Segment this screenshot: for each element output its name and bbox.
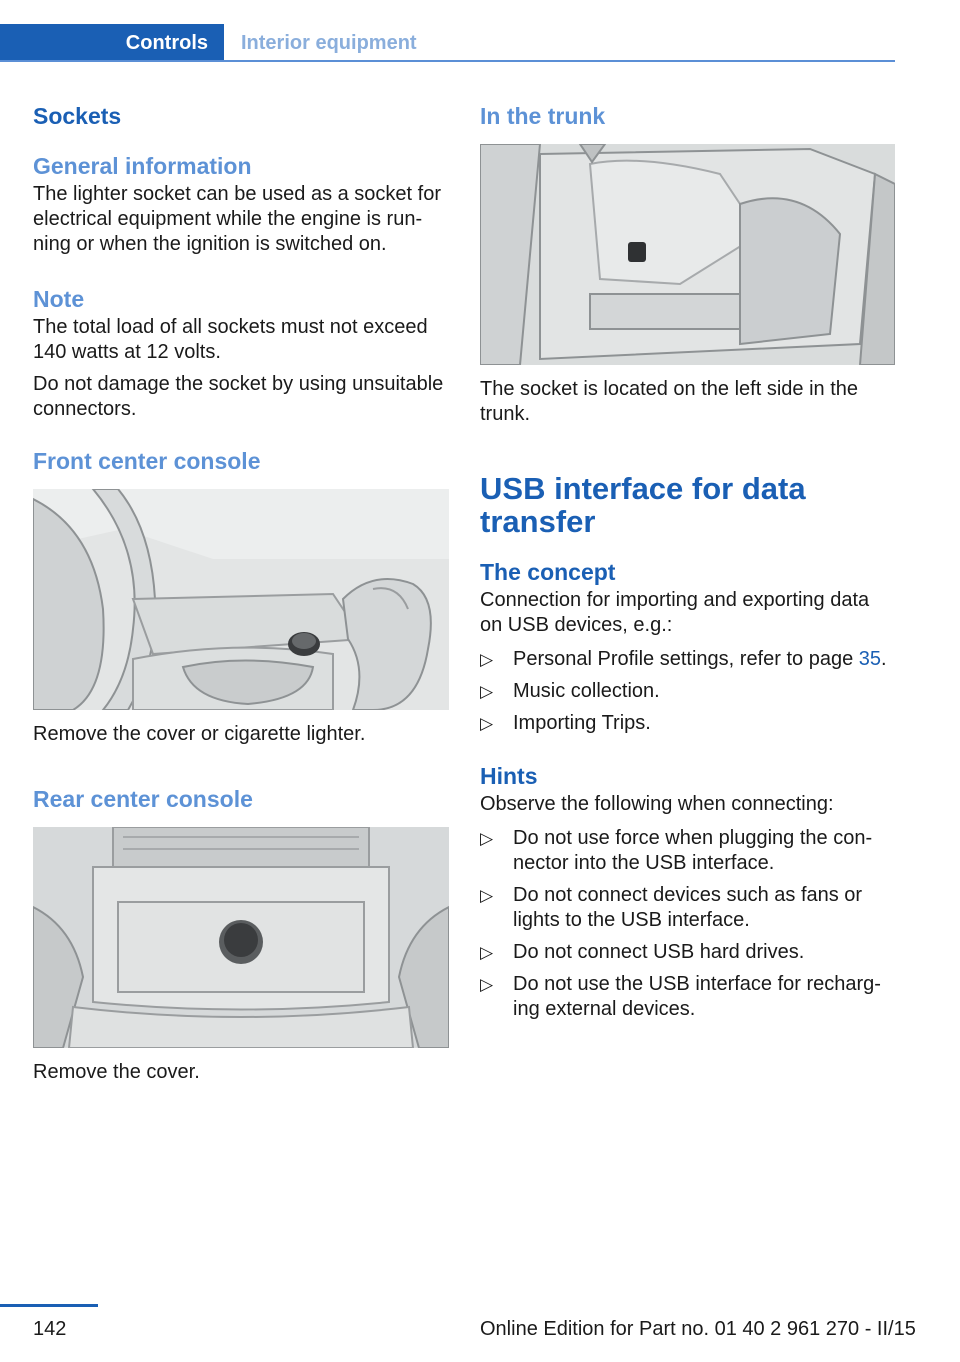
sockets-title: Sockets <box>33 103 122 129</box>
triangle-right-icon: ▷ <box>480 714 494 733</box>
front-console-illustration <box>33 489 449 710</box>
triangle-right-icon: ▷ <box>480 975 494 994</box>
section-tab[interactable]: Interior equipment <box>241 32 417 54</box>
header-divider <box>0 60 895 62</box>
list-item <box>480 826 896 876</box>
list-item-text: Do not use force when plugging the con‐ nector into the USB interface. <box>513 827 873 874</box>
concept-heading: The concept <box>480 559 616 585</box>
list-item <box>480 972 896 1022</box>
footer-divider <box>0 1304 98 1307</box>
list-item-suffix: . <box>881 648 887 670</box>
note-text-load: The total load of all sockets must not exceed 140 watts at 12 volts. <box>33 316 428 363</box>
list-item-text: Do not use the USB interface for recharg‐ ing external devices. <box>513 973 881 1020</box>
list-item-text: Importing Trips. <box>513 712 651 734</box>
edition-note: Online Edition for Part no. 01 40 2 961 270 - II/15 <box>480 1318 916 1340</box>
trunk-caption: The socket is located on the left side in the trunk. <box>480 378 858 425</box>
note-text-connectors: Do not damage the socket by using unsuitable connectors. <box>33 373 444 420</box>
general-information-heading: General information <box>33 153 252 179</box>
rear-console-caption: Remove the cover. <box>33 1061 200 1083</box>
hints-text: Observe the following when connecting: <box>480 793 834 815</box>
hints-heading: Hints <box>480 763 538 789</box>
triangle-right-icon: ▷ <box>480 682 494 701</box>
front-center-console-heading: Front center console <box>33 448 261 474</box>
triangle-right-icon: ▷ <box>480 943 494 962</box>
list-item-text: Do not connect USB hard drives. <box>513 941 805 963</box>
hints-list <box>480 826 896 1022</box>
trunk-illustration <box>480 144 895 365</box>
chapter-tab[interactable]: Controls <box>0 24 224 62</box>
list-item <box>480 883 896 933</box>
page-header <box>0 24 895 62</box>
list-item <box>480 711 896 736</box>
list-item-text: Do not connect devices such as fans or lights to the USB interface. <box>513 884 863 931</box>
front-console-caption: Remove the cover or cigarette lighter. <box>33 723 366 745</box>
page-number: 142 <box>33 1318 67 1340</box>
right-column <box>480 100 896 1022</box>
general-information-text: The lighter socket can be used as a socket for electrical equipment while the engine is run‐ ning or when the ignition is switched on. <box>33 183 441 255</box>
concept-list <box>480 647 896 736</box>
note-heading: Note <box>33 286 85 312</box>
usb-interface-title: USB interface for data transfer <box>480 471 806 539</box>
concept-text: Connection for importing and exporting data on USB devices, e.g.: <box>480 589 870 636</box>
list-item <box>480 647 896 672</box>
rear-center-console-heading: Rear center console <box>33 786 253 812</box>
page-link[interactable]: 35 <box>858 648 881 670</box>
list-item <box>480 679 896 704</box>
list-item-text: Personal Profile settings, refer to page <box>513 648 859 670</box>
rear-console-illustration <box>33 827 449 1048</box>
triangle-right-icon: ▷ <box>480 886 494 905</box>
left-column <box>33 100 449 1085</box>
triangle-right-icon: ▷ <box>480 829 494 848</box>
list-item <box>480 940 896 965</box>
in-the-trunk-heading: In the trunk <box>480 103 606 129</box>
triangle-right-icon: ▷ <box>480 650 494 669</box>
list-item-text: Music collection. <box>513 680 660 702</box>
